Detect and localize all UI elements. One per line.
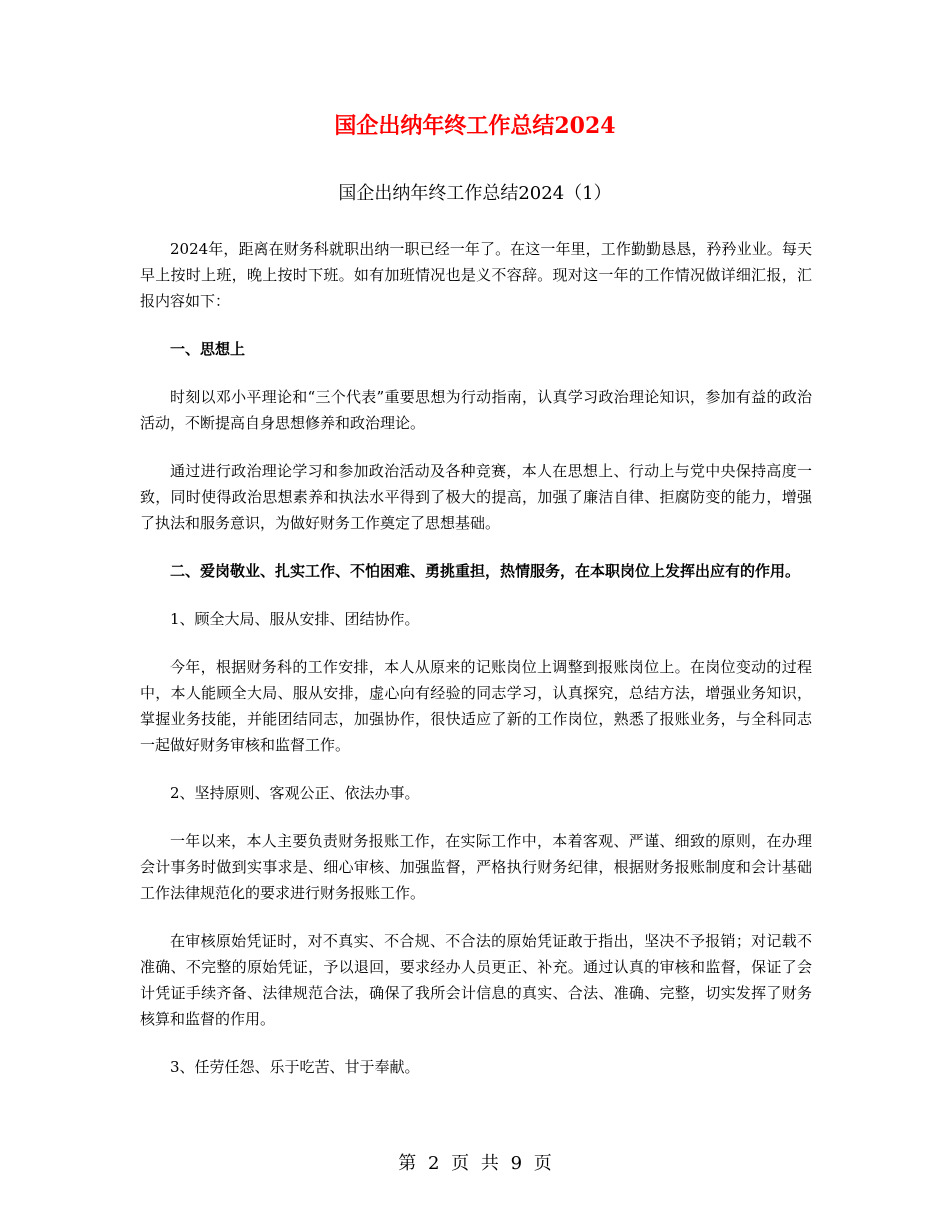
paragraph: 时刻以邓小平理论和“三个代表”重要思想为行动指南，认真学习政治理论知识，参加有益的政治活动，不断提高自身思想修养和政治理论。	[140, 388, 812, 432]
paragraph-intro: 2024年，距离在财务科就职出纳一职已经一年了。在这一年里，工作勤勤恳恳，矜矜业业。每天早上按时上班，晚上按时下班。如有加班情况也是义不容辞。现对这一年的工作情况做详细汇报，汇报内容如下：	[140, 240, 812, 310]
section-heading-ideology: 一、思想上	[170, 340, 246, 358]
document-subtitle: 国企出纳年终工作总结2024（1）	[338, 183, 612, 204]
paragraph: 今年，根据财务科的工作安排，本人从原来的记账岗位上调整到报账岗位上。在岗位变动的过程中，本人能顾全大局、服从安排，虚心向有经验的同志学习，认真探究，总结方法，增强业务知识，掌握业务技能，并能团结同志，加强协作，很快适应了新的工作岗位，熟悉了报账业务，与全科同志一起做好财务审核和监督工作。	[140, 658, 812, 754]
paragraph: 在审核原始凭证时，对不真实、不合规、不合法的原始凭证敢于指出，坚决不予报销；对记载不准确、不完整的原始凭证，予以退回，要求经办人员更正、补充。通过认真的审核和监督，保证了会计凭证手续齐备、法律规范合法，确保了我所会计信息的真实、合法、准确、完整，切实发挥了财务核算和监督的作用。	[140, 932, 812, 1028]
section-heading-dedication: 二、爱岗敬业、扎实工作、不怕困难、勇挑重担，热情服务，在本职岗位上发挥出应有的作用。	[170, 562, 801, 580]
subheading-3: 3、任劳任怨、乐于吃苦、甘于奉献。	[170, 1058, 420, 1076]
subheading-2: 2、坚持原则、客观公正、依法办事。	[170, 784, 420, 802]
document-body	[140, 236, 812, 1102]
page-number-footer: 第 2 页 共 9 页	[398, 1153, 552, 1174]
paragraph: 通过进行政治理论学习和参加政治活动及各种竞赛，本人在思想上、行动上与党中央保持高度一致，同时使得政治思想素养和执法水平得到了极大的提高，加强了廉洁自律、拒腐防变的能力，增强了执法和服务意识，为做好财务工作奠定了思想基础。	[140, 462, 812, 532]
subheading-1: 1、顾全大局、服从安排、团结协作。	[170, 610, 420, 628]
document-title: 国企出纳年终工作总结2024	[334, 113, 616, 139]
paragraph: 一年以来，本人主要负责财务报账工作，在实际工作中，本着客观、严谨、细致的原则，在办理会计事务时做到实事求是、细心审核、加强监督，严格执行财务纪律，根据财务报账制度和会计基础工作法律规范化的要求进行财务报账工作。	[140, 832, 812, 902]
